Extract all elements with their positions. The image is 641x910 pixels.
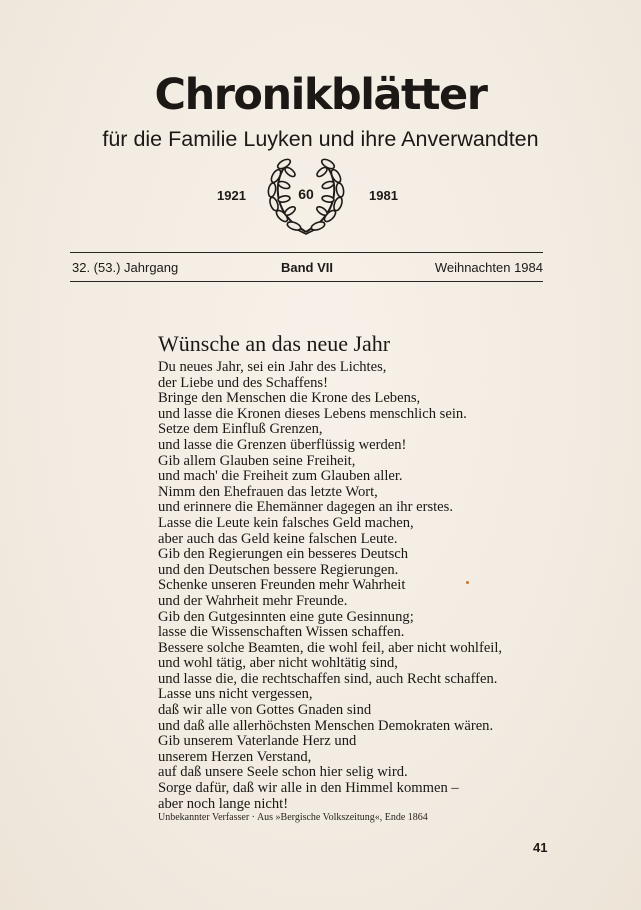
poem-line: und lasse die Grenzen überflüssig werden! [158, 436, 407, 453]
poem-line: Sorge dafür, daß wir alle in den Himmel kommen – [158, 780, 459, 797]
poem-source: Unbekannter Verfasser · Aus »Bergische Volkszeitung«, Ende 1864 [158, 812, 428, 823]
poem-title: Wünsche an das neue Jahr [158, 331, 391, 356]
poem-body [158, 360, 502, 812]
poem-line: Gib unserem Vaterlande Herz und [158, 733, 357, 750]
issue-label: Weihnachten 1984 [434, 260, 543, 275]
poem-line: Setze dem Einfluß Grenzen, [158, 421, 323, 438]
poem-line: und den Deutschen bessere Regierungen. [158, 561, 399, 578]
poem-line: lasse die Wissenschaften Wissen schaffen. [158, 624, 405, 641]
poem-line: und wohl tätig, aber nicht wohltätig sind, [158, 655, 398, 672]
poem-line: Gib allem Glauben seine Freiheit, [158, 452, 356, 469]
poem-line: Schenke unseren Freunden mehr Wahrheit [158, 577, 406, 594]
poem-line: Bessere solche Beamten, die wohl feil, aber nicht wohlfeil, [158, 639, 503, 656]
band-label: Band VII [281, 260, 334, 275]
poem-line: unserem Herzen Verstand, [158, 748, 312, 765]
poem-line: Lasse uns nicht vergessen, [158, 686, 313, 703]
poem-line: und erinnere die Ehemänner dagegen an ihr erstes. [158, 499, 453, 516]
divider-top [70, 252, 543, 253]
poem-line: aber auch das Geld keine falschen Leute. [158, 530, 398, 547]
poem-line: auf daß unsere Seele schon hier selig wird. [158, 764, 408, 781]
divider-bottom [70, 281, 543, 282]
anniversary-number: 60 [298, 186, 314, 202]
poem-line: Nimm den Ehefrauen das letzte Wort, [158, 483, 378, 500]
poem-line: Gib den Gutgesinnten eine gute Gesinnung; [158, 608, 414, 625]
paper-speck [466, 581, 469, 584]
poem-line: und lasse die, die rechtschaffen sind, auch Recht schaffen. [158, 670, 498, 687]
volume-year: 32. (53.) Jahrgang [72, 260, 179, 275]
poem-line: aber noch lange nicht! [158, 795, 289, 812]
page-number: 41 [533, 840, 548, 855]
page-title: Chronikblätter [154, 70, 487, 120]
year-start: 1921 [217, 188, 246, 203]
poem-line: Gib den Regierungen ein besseres Deutsch [158, 546, 409, 563]
poem-line: und mach' die Freiheit zum Glauben aller. [158, 468, 403, 485]
poem-line: der Liebe und des Schaffens! [158, 374, 328, 391]
poem-line: Du neues Jahr, sei ein Jahr des Lichtes, [158, 359, 387, 375]
poem-line: und der Wahrheit mehr Freunde. [158, 592, 348, 609]
poem-line: und lasse die Kronen dieses Lebens menschlich sein. [158, 405, 467, 422]
poem-line: Bringe den Menschen die Krone des Lebens, [158, 390, 421, 407]
poem-line: Lasse die Leute kein falsches Geld machen, [158, 514, 414, 531]
poem-line: daß wir alle von Gottes Gnaden sind [158, 702, 372, 719]
poem-line: und daß alle allerhöchsten Menschen Demokraten wären. [158, 717, 494, 734]
page-subtitle: für die Familie Luyken und ihre Anverwandten [102, 127, 539, 151]
year-end: 1981 [369, 188, 398, 203]
